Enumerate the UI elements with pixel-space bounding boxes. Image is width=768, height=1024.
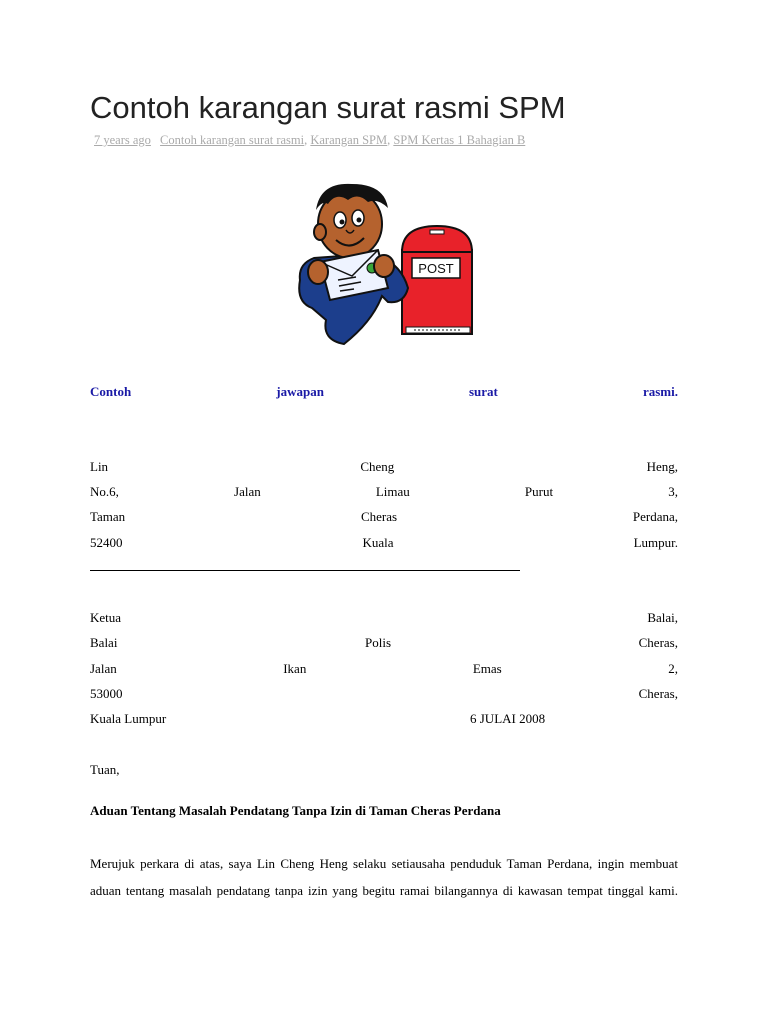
recipient-address-line — [90, 686, 678, 702]
address-word: Cheng — [360, 459, 395, 474]
tag-link-karangan-spm[interactable]: Karangan SPM — [310, 133, 388, 147]
page-title: Contoh karangan surat rasmi SPM — [90, 90, 566, 125]
separator-rule — [90, 570, 520, 571]
heading-word: surat — [469, 384, 498, 399]
recipient-address-line — [90, 661, 678, 677]
address-word: Taman — [90, 509, 126, 524]
letter-body-paragraph: Merujuk perkara di atas, saya Lin Cheng Heng selaku setiausaha penduduk Taman Perdana, ingin membuat aduan tentang masalah pendatang tanpa izin yang begitu ramai bilangannya di kawasan tempat tinggal kami. — [90, 856, 678, 898]
address-word: Cheras — [360, 509, 398, 524]
answer-heading — [90, 384, 678, 400]
letter-subject: Aduan Tentang Masalah Pendatang Tanpa Izin di Taman Cheras Perdana — [90, 803, 501, 818]
address-word: Ketua — [90, 610, 122, 625]
heading-word: Contoh — [90, 384, 132, 399]
sender-address-line — [90, 509, 678, 525]
recipient-city: Kuala Lumpur — [90, 711, 167, 726]
address-word: Jalan — [90, 661, 117, 676]
heading-word: rasmi. — [642, 384, 678, 399]
address-word: Lumpur. — [633, 535, 678, 550]
address-word: Balai, — [647, 610, 678, 625]
boy-postbox-illustration — [292, 180, 476, 348]
address-word: Emas — [472, 661, 502, 676]
postbox-icon — [402, 226, 472, 334]
post-time-link[interactable]: 7 years ago — [94, 133, 151, 147]
address-word: Lin — [90, 459, 109, 474]
address-word: Heng, — [646, 459, 678, 474]
boy-icon — [299, 184, 408, 344]
address-word: Limau — [375, 484, 410, 499]
salutation: Tuan, — [90, 762, 120, 777]
recipient-address-line — [90, 635, 678, 651]
address-word: Polis — [365, 635, 392, 650]
address-word: 53000 — [90, 686, 123, 701]
address-word: No.6, — [90, 484, 119, 499]
sender-address-line — [90, 484, 678, 500]
sender-address-line — [90, 535, 678, 551]
address-word: Cheras, — [638, 635, 678, 650]
address-word: 52400 — [90, 535, 123, 550]
address-word: Jalan — [234, 484, 261, 499]
address-word: Cheras, — [638, 686, 678, 701]
address-word: Balai — [90, 635, 118, 650]
post-meta: 7 years ago Contoh karangan surat rasmi, Karangan SPM, SPM Kertas 1 Bahagian B — [94, 133, 526, 147]
postbox-label: POST — [418, 261, 454, 276]
address-word: Perdana, — [632, 509, 678, 524]
tag-link-contoh-karangan[interactable]: Contoh karangan surat rasmi — [160, 133, 305, 147]
sender-address-line — [90, 459, 678, 475]
address-word: 2, — [668, 661, 678, 676]
letter-date: 6 JULAI 2008 — [470, 711, 546, 726]
heading-word: jawapan — [276, 384, 324, 399]
address-word: Purut — [524, 484, 554, 499]
recipient-address-line — [90, 610, 678, 626]
address-word: Ikan — [283, 661, 307, 676]
address-word: 3, — [668, 484, 678, 499]
address-word: Kuala — [362, 535, 394, 550]
tag-link-spm-kertas[interactable]: SPM Kertas 1 Bahagian B — [393, 133, 526, 147]
